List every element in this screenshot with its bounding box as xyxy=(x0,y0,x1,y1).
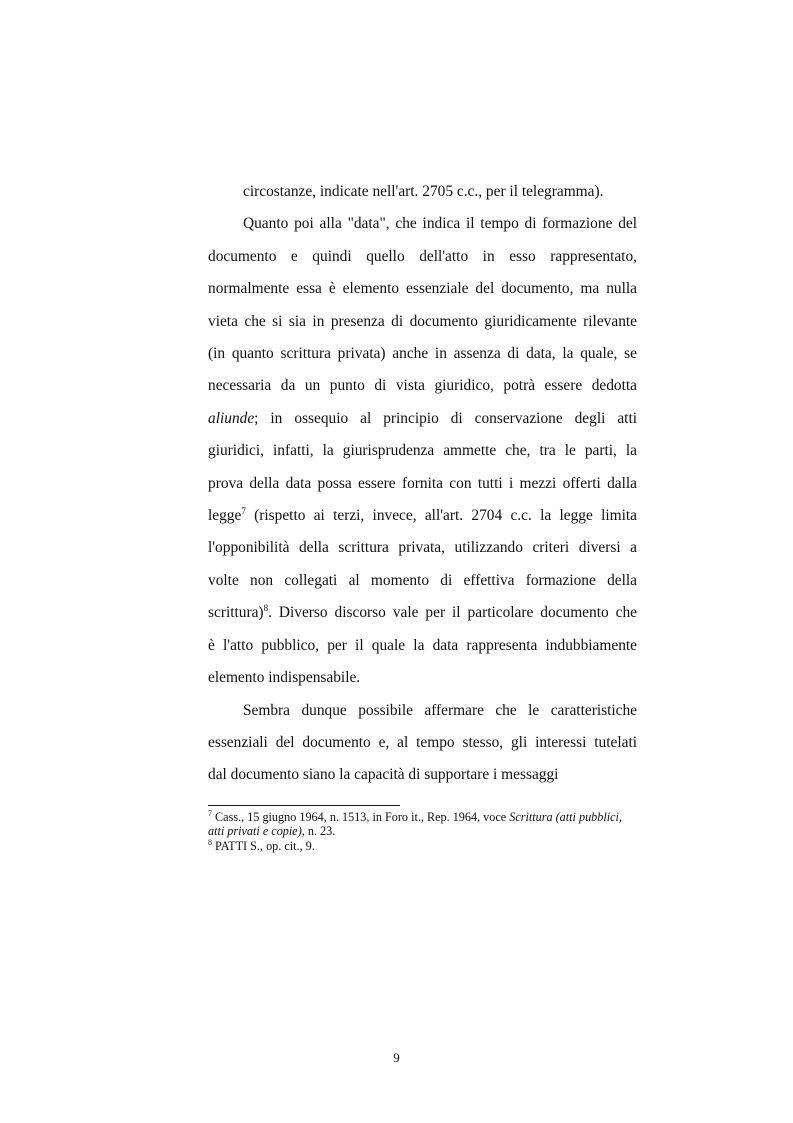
text-line: giuridici, infatti, la giurisprudenza ammette che, tra le parti, la xyxy=(208,442,637,460)
footnotes xyxy=(208,810,637,853)
continuation-line: circostanze, indicate nell'art. 2705 c.c., per il telegramma). xyxy=(243,183,604,200)
page-number: 9 xyxy=(393,1050,400,1065)
footnote-text: PATTI S., op. cit., 9. xyxy=(212,838,315,853)
text-line: è l'atto pubblico, per il quale la data rappresenta indubbiamente xyxy=(208,636,637,654)
text-fragment: scrittura) xyxy=(208,604,264,622)
text-line xyxy=(208,597,637,629)
footnote-7 xyxy=(208,810,637,839)
footnote-separator xyxy=(208,805,400,806)
aliunde-italic: aliunde xyxy=(208,409,255,427)
main-text xyxy=(208,176,637,792)
text-line: normalmente essa è elemento essenziale del documento, ma nulla xyxy=(208,280,637,298)
text-line: dal documento siano la capacità di supportare i messaggi xyxy=(208,766,559,784)
text-fragment: . Diverso discorso vale per il particolare documento che xyxy=(268,604,637,622)
text-line: volte non collegati al momento di effettiva formazione della xyxy=(208,571,637,589)
text-line xyxy=(208,403,637,435)
text-fragment: ; in ossequio al principio di conservazione degli atti xyxy=(254,409,637,427)
footnote-ref-8[interactable]: 8 xyxy=(263,603,269,614)
footnote-ref-7[interactable]: 7 xyxy=(241,505,246,516)
paragraph-data xyxy=(208,208,637,694)
text-line: essenziali del documento e, al tempo stesso, gli interessi tutelati xyxy=(208,733,637,751)
footnote-marker: 7 xyxy=(208,808,212,818)
footnote-8 xyxy=(208,839,637,853)
paragraph-continuation xyxy=(208,176,637,208)
footnote-text: n. 23. xyxy=(304,824,336,839)
text-line: prova della data possa essere fornita con tutti i mezzi offerti dalla xyxy=(208,474,637,492)
footnote-marker: 8 xyxy=(208,837,212,847)
text-fragment: legge xyxy=(208,507,242,525)
text-line: documento e quindi quello dell'atto in esso rappresentato, xyxy=(208,247,637,265)
footnote-text: Cass., 15 giugno 1964, n. 1513, in Foro it., Rep. 1964, voce xyxy=(212,810,510,824)
text-line: Sembra dunque possibile affermare che le caratteristiche xyxy=(243,701,637,719)
text-line: necessaria da un punto di vista giuridico, potrà essere dedotta xyxy=(208,377,637,395)
text-line xyxy=(208,500,637,532)
text-line: Quanto poi alla "data", che indica il tempo di formazione del xyxy=(243,215,637,233)
text-line: (in quanto scrittura privata) anche in assenza di data, la quale, se xyxy=(208,345,637,363)
text-line: elemento indispensabile. xyxy=(208,669,361,687)
text-fragment: (rispetto ai terzi, invece, all'art. 2704 c.c. la legge limita xyxy=(245,507,637,525)
text-line: vieta che si sia in presenza di documento giuridicamente rilevante xyxy=(208,312,637,330)
paragraph-conclusion xyxy=(208,695,637,792)
footnote-italic: Scrittura (atti pubblici, atti privati e copie), xyxy=(208,810,622,839)
text-line: l'opponibilità della scrittura privata, utilizzando criteri diversi a xyxy=(208,539,637,557)
